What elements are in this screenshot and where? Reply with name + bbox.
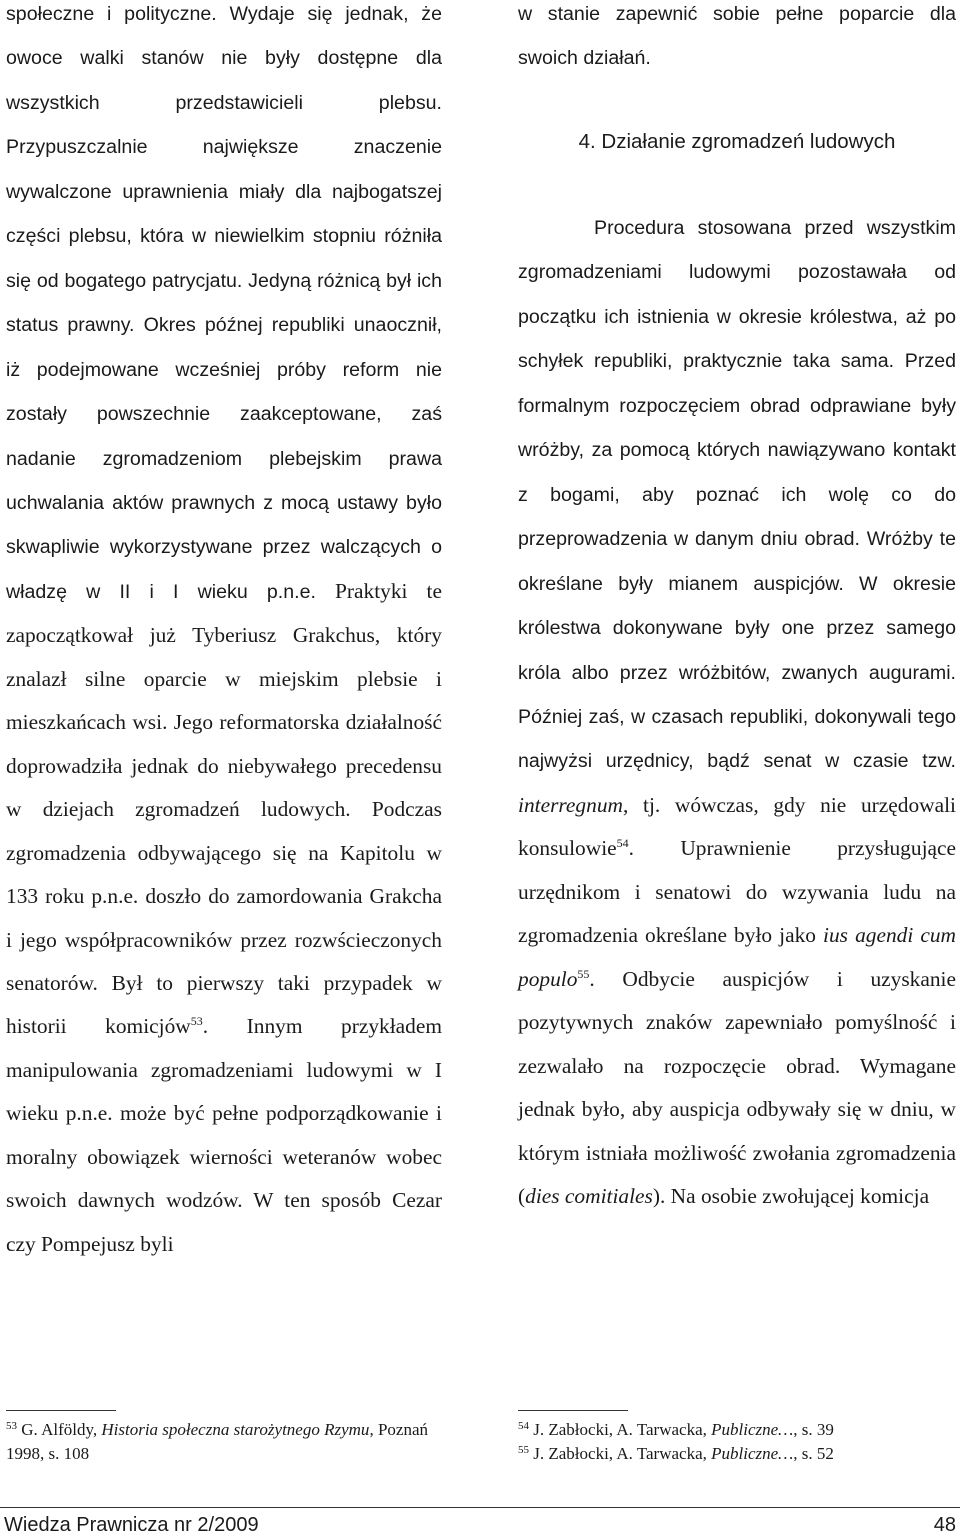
left-column-text [6, 0, 442, 1266]
footnote-title: Historia społeczna starożytnego Rzymu [101, 1420, 370, 1439]
footnote-number: 54 [518, 1420, 529, 1432]
footnote-53 [6, 1418, 442, 1466]
text-run: . Innym przykładem manipulowania zgromadzeniami ludowymi w I wieku p.n.e. może być pełne podporządkowanie i moralny obowiązek wierności weteranów wobec swoich dawnych wodzów. W ten sposób Cezar czy Pompejusz byli [6, 1014, 442, 1256]
section-heading: 4. Działanie zgromadzeń ludowych [578, 130, 896, 153]
footnote-ref: 55 [577, 966, 590, 981]
footnotes-right [518, 1418, 956, 1466]
footnote-text: J. Zabłocki, A. Tarwacka, [529, 1444, 712, 1463]
footnote-54 [518, 1418, 956, 1442]
footnote-separator [518, 1410, 628, 1411]
footnote-number: 53 [6, 1420, 17, 1432]
footnote-text: , Poznań 1998, s. 108 [6, 1420, 428, 1463]
footnote-text: , s. 52 [793, 1444, 834, 1463]
footnote-title: Publiczne… [711, 1420, 794, 1439]
text-run: . Uprawnienie przysługujące urzędnikom i senatowi do wzywania ludu na zgromadzenia określane było jako [518, 836, 956, 948]
footnote-ref: 54 [616, 836, 629, 851]
text-run: , tj. wówczas, gdy nie urzędowali konsulowie [518, 792, 956, 861]
text-run: społeczne i polityczne. Wydaje się jednak, że owoce walki stanów nie były dostępne dla wszystkich przedstawicieli plebsu. Przypuszczalnie największe znaczenie wywalczone uprawnienia miały dla najbogatszej części plebsu, która w niewielkim stopniu różniła się od bogatego patrycjatu. Jedyną różnicą był ich status prawny. Okres późnej republiki unaocznił, iż podejmowane wcześniej próby reform nie zostały powszechnie zaakceptowane, zaś nadanie zgromadzeniom plebejskim prawa uchwalania aktów prawnych z mocą ustawy było skwapliwie wykorzystywane przez walczących o władzę w II i I wieku p.n.e. [6, 3, 442, 603]
right-column [518, 0, 956, 81]
text-run: ). Na osobie zwołującej komicja [652, 1183, 930, 1208]
italic-term: interregnum [518, 792, 623, 817]
text-run: Procedura stosowana przed wszystkim zgromadzeniami ludowymi pozostawała od początku ich istnienia w okresie królestwa, aż po schyłek republiki, praktycznie taka sama. Przed formalnym rozpoczęciem obrad odprawiane były wróżby, za pomocą których nawiązywano kontakt z bogami, aby poznać ich wolę co do przeprowadzenia w danym dniu obrad. Wróżby te określane były mianem auspicjów. W okresie królestwa dokonywane były one przez samego króla albo przez wróżbitów, zwanych augurami. Później zaś, w czasach republiki, dokonywali tego najwyżsi urzędnicy, bądź senat w czasie tzw. [518, 217, 956, 773]
footnote-number: 55 [518, 1444, 529, 1456]
right-paragraph-text [518, 206, 956, 1218]
footnote-text: , s. 39 [793, 1420, 834, 1439]
footnote-separator [6, 1410, 116, 1411]
journal-name: Wiedza Prawnicza nr 2/2009 [4, 1514, 259, 1536]
text-run: . Odbycie auspicjów i uzyskanie pozytywnych znaków zapewniało pomyślność i zezwalało na rozpoczęcie obrad. Wymagane jednak było, aby auspicja odbywały się w dniu, w którym istniała możliwość zwołania zgromadzenia ( [518, 966, 956, 1208]
footnote-text: J. Zabłocki, A. Tarwacka, [529, 1420, 712, 1439]
italic-term: dies comitiales [525, 1183, 653, 1208]
footnote-text: G. Alföldy, [17, 1420, 102, 1439]
page-number: 48 [933, 1514, 956, 1536]
italic-term: ius agendi cum populo [518, 923, 956, 991]
left-column [6, 0, 442, 1266]
footnote-title: Publiczne… [711, 1444, 794, 1463]
right-paragraph [518, 206, 956, 1218]
footnote-55 [518, 1442, 956, 1466]
right-intro-text [518, 0, 956, 81]
footnote-ref: 53 [190, 1014, 203, 1029]
text-run: Praktyki te zapoczątkował już Tyberiusz Grakchus, który znalazł silne oparcie w miejskim plebsie i mieszkańcach wsi. Jego reformatorska działalność doprowadziła jednak do niebywałego precedensu w dziejach zgromadzeń ludowych. Podczas zgromadzenia odbywającego się na Kapitolu w 133 roku p.n.e. doszło do zamordowania Grakcha i jego współpracowników przez rozwścieczonych senatorów. Był to pierwszy taki przypadek w historii komicjów [6, 578, 442, 1039]
footer-rule [0, 1507, 960, 1508]
text-run: w stanie zapewnić sobie pełne poparcie dla swoich działań. [518, 3, 956, 70]
